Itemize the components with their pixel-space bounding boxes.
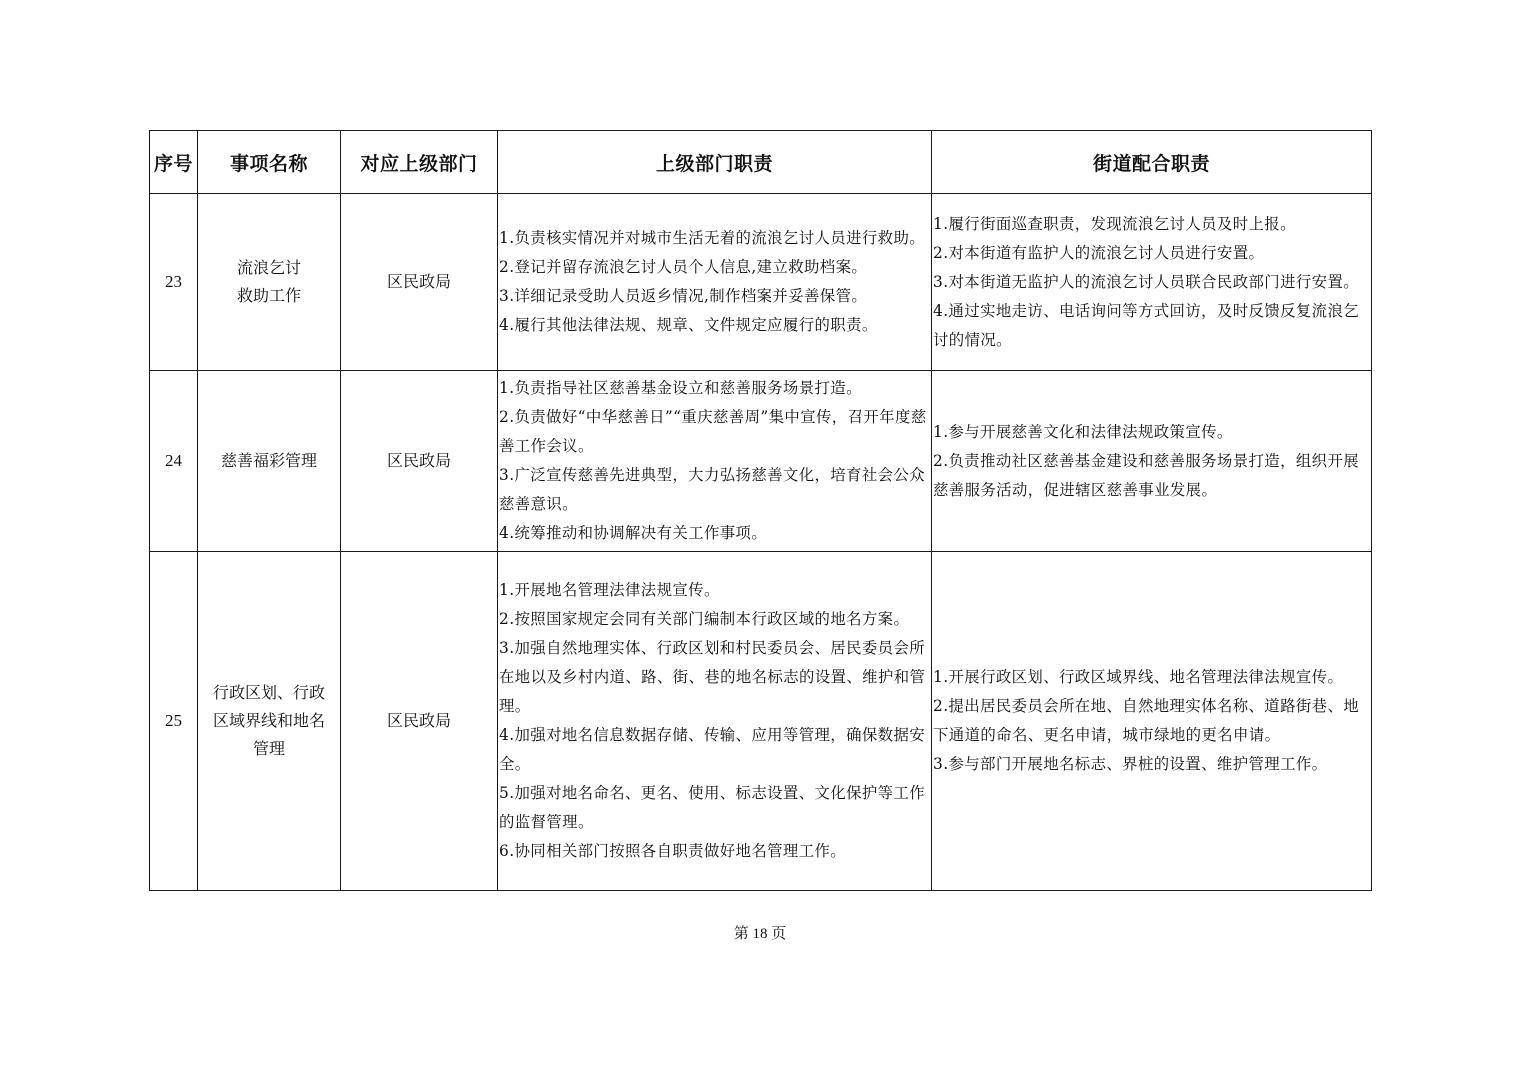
row-seq: 24	[150, 371, 198, 552]
dept-duty-line: 1.开展地名管理法律法规宣传。	[499, 581, 720, 599]
street-duty-line: 3.参与部门开展地名标志、界桩的设置、维护管理工作。	[933, 755, 1328, 773]
row-dept-duty	[498, 552, 932, 891]
dept-duty-line: 4.加强对地名信息数据存储、传输、应用等管理，确保数据安全。	[499, 726, 926, 773]
dept-duty-line: 2.登记并留存流浪乞讨人员个人信息,建立救助档案。	[499, 258, 868, 276]
header-street-duty: 街道配合职责	[932, 131, 1372, 194]
row-dept-duty	[498, 194, 932, 371]
row-item-name	[198, 194, 341, 371]
dept-duty-line: 3.详细记录受助人员返乡情况,制作档案并妥善保管。	[499, 287, 868, 305]
row-street-duty	[932, 371, 1372, 552]
row-item-name	[198, 371, 341, 552]
table-header-row	[150, 131, 1372, 194]
row-dept: 区民政局	[341, 552, 498, 891]
header-seq: 序号	[150, 131, 198, 194]
row-item-name	[198, 552, 341, 891]
row-street-duty	[932, 194, 1372, 371]
table-row	[150, 194, 1372, 371]
table-row	[150, 371, 1372, 552]
row-item-name-text: 流浪乞讨 救助工作	[236, 258, 301, 305]
dept-duty-line: 5.加强对地名命名、更名、使用、标志设置、文化保护等工作的监督管理。	[499, 784, 926, 831]
row-street-duty	[932, 552, 1372, 891]
row-dept: 区民政局	[341, 194, 498, 371]
dept-duty-line: 4.统筹推动和协调解决有关工作事项。	[499, 524, 768, 542]
dept-duty-line: 2.负责做好“中华慈善日”“重庆慈善周”集中宣传，召开年度慈善工作会议。	[499, 408, 927, 455]
street-duty-line: 2.负责推动社区慈善基金建设和慈善服务场景打造，组织开展慈善服务活动，促进辖区慈善事业发展。	[933, 451, 1360, 499]
dept-duty-line: 3.加强自然地理实体、行政区划和村民委员会、居民委员会所在地以及乡村内道、路、街、巷的地名标志的设置、维护和管理。	[499, 639, 926, 715]
street-duty-line: 1.参与开展慈善文化和法律法规政策宣传。	[933, 422, 1233, 441]
street-duty-line: 2.提出居民委员会所在地、自然地理实体名称、道路街巷、地下通道的命名、更名申请，城市绿地的更名申请。	[933, 697, 1360, 744]
page-number: 第 18 页	[733, 926, 787, 942]
dept-duty-line: 1.负责指导社区慈善基金设立和慈善服务场景打造。	[499, 379, 862, 397]
dept-duty-line: 2.按照国家规定会同有关部门编制本行政区域的地名方案。	[499, 610, 910, 628]
responsibility-table	[149, 130, 1372, 891]
street-duty-line: 2.对本街道有监护人的流浪乞讨人员进行安置。	[933, 243, 1265, 262]
row-seq: 25	[150, 552, 198, 891]
row-dept: 区民政局	[341, 371, 498, 552]
row-seq: 23	[150, 194, 198, 371]
street-duty-line: 4.通过实地走访、电话询问等方式回访，及时反馈反复流浪乞讨的情况。	[933, 301, 1360, 349]
dept-duty-line: 4.履行其他法律法规、规章、文件规定应履行的职责。	[499, 316, 878, 334]
header-dept: 对应上级部门	[341, 131, 498, 194]
street-duty-line: 1.履行街面巡查职责，发现流浪乞讨人员及时上报。	[933, 214, 1296, 233]
street-duty-line: 3.对本街道无监护人的流浪乞讨人员联合民政部门进行安置。	[933, 272, 1360, 291]
row-dept-duty	[498, 371, 932, 552]
dept-duty-line: 6.协同相关部门按照各自职责做好地名管理工作。	[499, 842, 847, 860]
dept-duty-line: 3.广泛宣传慈善先进典型，大力弘扬慈善文化，培育社会公众慈善意识。	[499, 466, 926, 513]
row-item-name-text: 慈善福彩管理	[220, 451, 317, 470]
table-row	[150, 552, 1372, 891]
dept-duty-line: 1.负责核实情况并对城市生活无着的流浪乞讨人员进行救助。	[499, 229, 926, 247]
row-item-name-text: 行政区划、行政 区域界线和地名 管理	[212, 683, 325, 758]
header-dept-duty: 上级部门职责	[498, 131, 932, 194]
header-item-name: 事项名称	[198, 131, 341, 194]
street-duty-line: 1.开展行政区划、行政区域界线、地名管理法律法规宣传。	[933, 668, 1344, 686]
